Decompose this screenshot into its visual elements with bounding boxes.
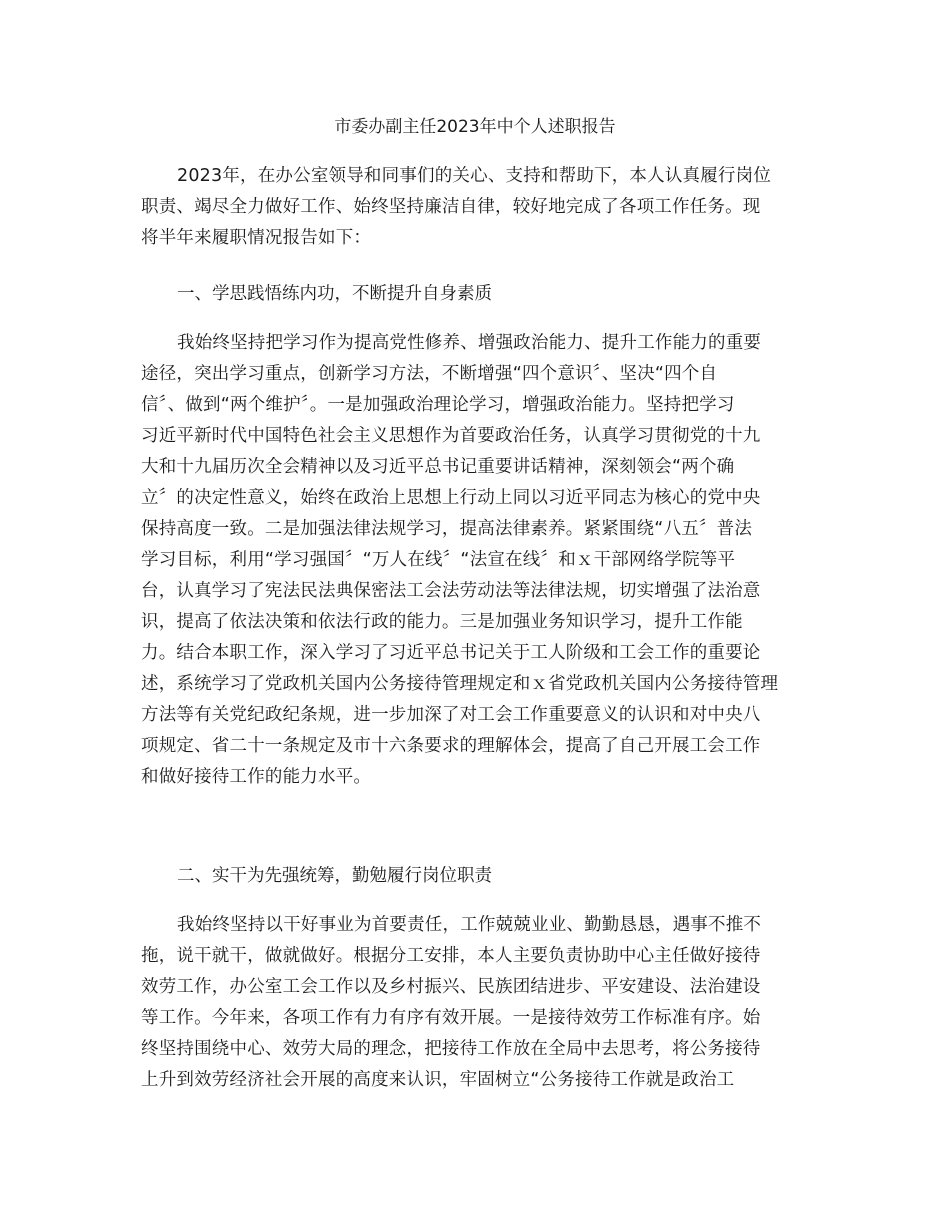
paragraph-line: 述，系统学习了党政机关国内公务接待管理规定和ｘ省党政机关国内公务接待管理 bbox=[141, 674, 779, 694]
section-heading-1: 一、学思践悟练内功，不断提升自身素质 bbox=[177, 284, 492, 304]
section1-paragraph bbox=[141, 328, 811, 793]
section-heading-2: 二、实干为先强统筹，勤勉履行岗位职责 bbox=[177, 866, 492, 886]
paragraph-line: 我始终坚持以干好事业为首要责任，工作兢兢业业、勤勤恳恳，遇事不推不 bbox=[177, 915, 762, 935]
paragraph-line: 拖，说干就干，做就做好。根据分工安排，本人主要负责协助中心主任做好接待 bbox=[141, 946, 761, 966]
paragraph-line: 立〞的决定性意义，始终在政治上思想上行动上同以习近平同志为核心的党中央 bbox=[141, 488, 761, 508]
paragraph-line: 台，认真学习了宪法民法典保密法工会法劳动法等法律法规，切实增强了法治意 bbox=[141, 581, 761, 601]
paragraph-line: 大和十九届历次全会精神以及习近平总书记重要讲话精神，深刻领会“两个确 bbox=[141, 457, 735, 477]
paragraph-line: 习近平新时代中国特色社会主义思想作为首要政治任务，认真学习贯彻党的十九 bbox=[141, 426, 761, 446]
paragraph-line: 2023年，在办公室领导和同事们的关心、支持和帮助下，本人认真履行岗位 bbox=[177, 166, 772, 186]
paragraph-line: 学习目标，利用“学习强国〞“万人在线〞“法宣在线〞和ｘ干部网络学院等平 bbox=[141, 550, 736, 570]
paragraph-line: 等工作。今年来，各项工作有力有序有效开展。一是接待效劳工作标准有序。始 bbox=[141, 1008, 761, 1028]
document-title: 市委办副主任2023年中个人述职报告 bbox=[334, 117, 616, 137]
paragraph-line: 方法等有关党纪政纪条规，进一步加深了对工会工作重要意义的认识和对中央八 bbox=[141, 705, 761, 725]
paragraph-line: 力。结合本职工作，深入学习了习近平总书记关于工人阶级和工会工作的重要论 bbox=[141, 643, 761, 663]
paragraph-line: 信〞、做到“两个维护〞。一是加强政治理论学习，增强政治能力。坚持把学习 bbox=[141, 395, 735, 415]
paragraph-line: 识，提高了依法决策和依法行政的能力。三是加强业务知识学习，提升工作能 bbox=[141, 612, 743, 632]
section2-paragraph bbox=[141, 910, 811, 1096]
paragraph-line: 上升到效劳经济社会开展的高度来认识，牢固树立“公务接待工作就是政治工 bbox=[141, 1070, 735, 1090]
paragraph-line: 保持高度一致。二是加强法律法规学习，提高法律素养。紧紧围绕“八五〞普法 bbox=[141, 519, 753, 539]
paragraph-line: 项规定、省二十一条规定及市十六条要求的理解体会，提高了自己开展工会工作 bbox=[141, 736, 761, 756]
paragraph-line: 职责、竭尽全力做好工作、始终坚持廉洁自律，较好地完成了各项工作任务。现 bbox=[141, 197, 761, 217]
paragraph-line: 效劳工作，办公室工会工作以及乡村振兴、民族团结进步、平安建设、法治建设 bbox=[141, 977, 761, 997]
intro-paragraph bbox=[141, 161, 811, 254]
paragraph-line: 我始终坚持把学习作为提高党性修养、增强政治能力、提升工作能力的重要 bbox=[177, 333, 762, 353]
paragraph-line: 和做好接待工作的能力水平。 bbox=[141, 767, 372, 787]
paragraph-line: 终坚持围绕中心、效劳大局的理念，把接待工作放在全局中去思考，将公务接待 bbox=[141, 1039, 761, 1059]
paragraph-line: 将半年来履职情况报告如下： bbox=[141, 228, 372, 248]
paragraph-line: 途径，突出学习重点，创新学习方法，不断增强“四个意识〞、坚决“四个自 bbox=[141, 364, 718, 384]
